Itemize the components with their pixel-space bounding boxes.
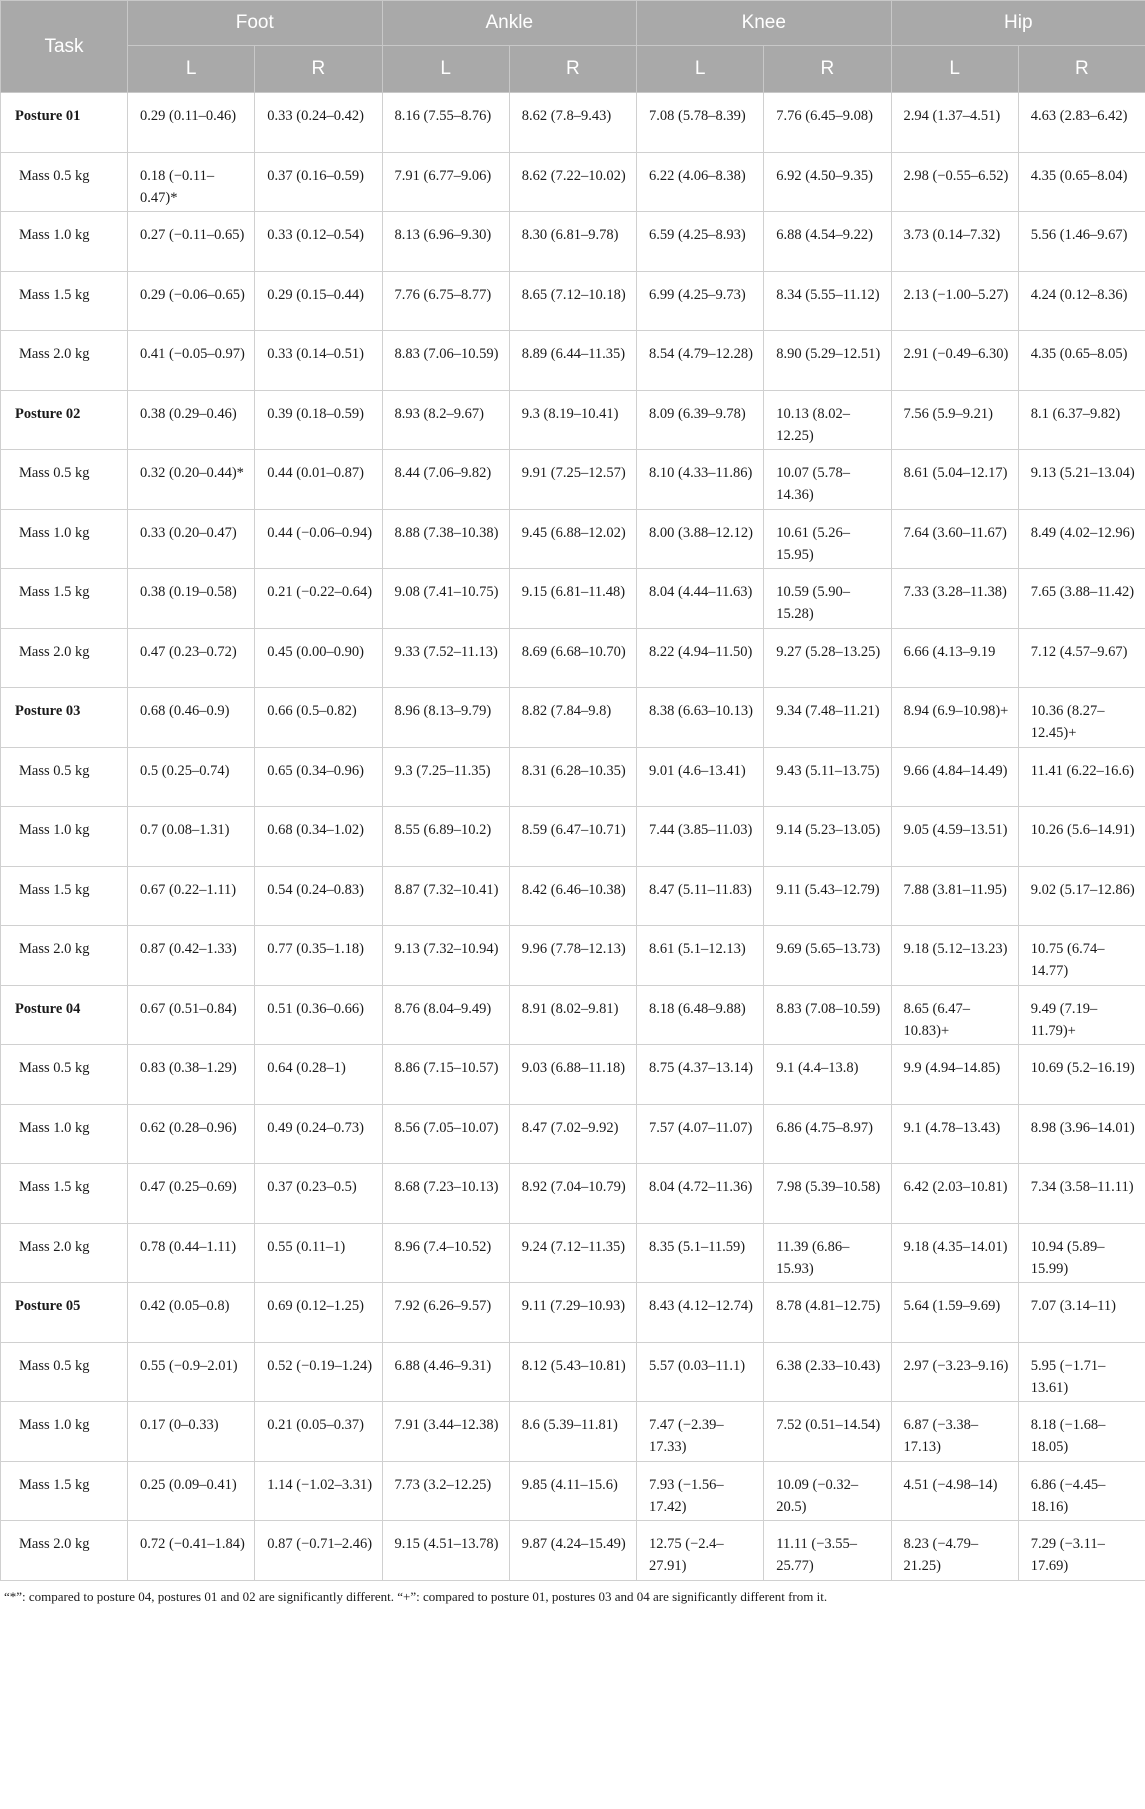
value-cell-foot-right: 0.51 (0.36–0.66): [255, 985, 382, 1045]
task-header: Task: [1, 1, 128, 93]
value-cell-foot-left: 0.67 (0.22–1.11): [128, 866, 255, 926]
table-row-posture: [1, 93, 1145, 153]
value-cell-foot-left: 0.38 (0.19–0.58): [128, 569, 255, 629]
value-cell-hip-left: 2.91 (−0.49–6.30): [891, 331, 1018, 391]
value-cell-hip-right: 4.63 (2.83–6.42): [1018, 93, 1145, 153]
value-cell-ankle-left: 6.88 (4.46–9.31): [382, 1342, 509, 1402]
value-cell-knee-right: 8.90 (5.29–12.51): [764, 331, 891, 391]
value-cell-ankle-left: 8.83 (7.06–10.59): [382, 331, 509, 391]
table-row-mass: [1, 271, 1145, 331]
table-row-mass: [1, 1045, 1145, 1105]
value-cell-foot-left: 0.67 (0.51–0.84): [128, 985, 255, 1045]
table-row-mass: [1, 1342, 1145, 1402]
value-cell-knee-right: 10.61 (5.26–15.95): [764, 509, 891, 569]
joint-header-knee: Knee: [637, 1, 892, 46]
table-row-mass: [1, 866, 1145, 926]
value-cell-hip-left: 2.94 (1.37–4.51): [891, 93, 1018, 153]
side-header-knee-right: R: [764, 46, 891, 93]
value-cell-foot-right: 0.52 (−0.19–1.24): [255, 1342, 382, 1402]
value-cell-hip-left: 9.18 (5.12–13.23): [891, 926, 1018, 986]
table-row-mass: [1, 747, 1145, 807]
value-cell-ankle-right: 9.03 (6.88–11.18): [509, 1045, 636, 1105]
value-cell-hip-left: 6.87 (−3.38–17.13): [891, 1402, 1018, 1462]
value-cell-hip-left: 2.97 (−3.23–9.16): [891, 1342, 1018, 1402]
value-cell-knee-left: 8.22 (4.94–11.50): [637, 628, 764, 688]
value-cell-knee-left: 8.38 (6.63–10.13): [637, 688, 764, 748]
value-cell-foot-left: 0.27 (−0.11–0.65): [128, 212, 255, 272]
value-cell-foot-right: 0.49 (0.24–0.73): [255, 1104, 382, 1164]
value-cell-ankle-right: 8.65 (7.12–10.18): [509, 271, 636, 331]
value-cell-hip-left: 2.98 (−0.55–6.52): [891, 152, 1018, 212]
task-cell: Mass 1.0 kg: [1, 1104, 128, 1164]
value-cell-knee-right: 10.13 (8.02–12.25): [764, 390, 891, 450]
value-cell-ankle-right: 9.91 (7.25–12.57): [509, 450, 636, 510]
value-cell-ankle-left: 9.3 (7.25–11.35): [382, 747, 509, 807]
task-cell: Mass 2.0 kg: [1, 331, 128, 391]
value-cell-ankle-left: 7.76 (6.75–8.77): [382, 271, 509, 331]
task-cell: Posture 03: [1, 688, 128, 748]
value-cell-ankle-left: 8.96 (7.4–10.52): [382, 1223, 509, 1283]
value-cell-ankle-right: 8.6 (5.39–11.81): [509, 1402, 636, 1462]
value-cell-knee-left: 8.43 (4.12–12.74): [637, 1283, 764, 1343]
value-cell-ankle-right: 8.62 (7.8–9.43): [509, 93, 636, 153]
value-cell-knee-right: 10.07 (5.78–14.36): [764, 450, 891, 510]
side-header-hip-right: R: [1018, 46, 1145, 93]
value-cell-ankle-left: 8.68 (7.23–10.13): [382, 1164, 509, 1224]
table-row-mass: [1, 509, 1145, 569]
value-cell-hip-left: 3.73 (0.14–7.32): [891, 212, 1018, 272]
value-cell-foot-right: 0.65 (0.34–0.96): [255, 747, 382, 807]
value-cell-hip-left: 6.66 (4.13–9.19: [891, 628, 1018, 688]
value-cell-ankle-right: 8.31 (6.28–10.35): [509, 747, 636, 807]
value-cell-knee-right: 7.76 (6.45–9.08): [764, 93, 891, 153]
value-cell-knee-right: 6.38 (2.33–10.43): [764, 1342, 891, 1402]
value-cell-ankle-left: 7.73 (3.2–12.25): [382, 1461, 509, 1521]
joint-header-foot: Foot: [128, 1, 383, 46]
value-cell-hip-right: 8.49 (4.02–12.96): [1018, 509, 1145, 569]
value-cell-knee-left: 7.08 (5.78–8.39): [637, 93, 764, 153]
value-cell-ankle-right: 8.42 (6.46–10.38): [509, 866, 636, 926]
value-cell-knee-left: 7.57 (4.07–11.07): [637, 1104, 764, 1164]
value-cell-foot-left: 0.47 (0.25–0.69): [128, 1164, 255, 1224]
task-cell: Mass 1.5 kg: [1, 1164, 128, 1224]
value-cell-hip-left: 8.23 (−4.79–21.25): [891, 1521, 1018, 1581]
task-cell: Mass 1.5 kg: [1, 569, 128, 629]
value-cell-ankle-left: 9.33 (7.52–11.13): [382, 628, 509, 688]
value-cell-ankle-right: 9.15 (6.81–11.48): [509, 569, 636, 629]
value-cell-foot-right: 0.64 (0.28–1): [255, 1045, 382, 1105]
value-cell-ankle-left: 8.96 (8.13–9.79): [382, 688, 509, 748]
value-cell-foot-right: 0.66 (0.5–0.82): [255, 688, 382, 748]
value-cell-hip-right: 9.49 (7.19–11.79)+: [1018, 985, 1145, 1045]
table-row-mass: [1, 628, 1145, 688]
value-cell-ankle-right: 9.11 (7.29–10.93): [509, 1283, 636, 1343]
table-row-mass: [1, 807, 1145, 867]
value-cell-foot-left: 0.29 (−0.06–0.65): [128, 271, 255, 331]
value-cell-hip-right: 10.26 (5.6–14.91): [1018, 807, 1145, 867]
value-cell-foot-right: 0.45 (0.00–0.90): [255, 628, 382, 688]
side-header-knee-left: L: [637, 46, 764, 93]
value-cell-ankle-left: 8.13 (6.96–9.30): [382, 212, 509, 272]
value-cell-hip-right: 7.65 (3.88–11.42): [1018, 569, 1145, 629]
value-cell-ankle-left: 9.13 (7.32–10.94): [382, 926, 509, 986]
value-cell-ankle-left: 8.55 (6.89–10.2): [382, 807, 509, 867]
value-cell-hip-left: 2.13 (−1.00–5.27): [891, 271, 1018, 331]
value-cell-knee-right: 10.59 (5.90–15.28): [764, 569, 891, 629]
task-cell: Mass 0.5 kg: [1, 152, 128, 212]
value-cell-hip-left: 6.42 (2.03–10.81): [891, 1164, 1018, 1224]
value-cell-foot-left: 0.32 (0.20–0.44)*: [128, 450, 255, 510]
value-cell-knee-left: 7.93 (−1.56–17.42): [637, 1461, 764, 1521]
value-cell-knee-left: 8.04 (4.72–11.36): [637, 1164, 764, 1224]
value-cell-foot-left: 0.18 (−0.11–0.47)*: [128, 152, 255, 212]
value-cell-hip-left: 8.65 (6.47–10.83)+: [891, 985, 1018, 1045]
value-cell-foot-right: 1.14 (−1.02–3.31): [255, 1461, 382, 1521]
value-cell-ankle-right: 9.87 (4.24–15.49): [509, 1521, 636, 1581]
value-cell-hip-right: 8.1 (6.37–9.82): [1018, 390, 1145, 450]
task-cell: Posture 05: [1, 1283, 128, 1343]
value-cell-foot-right: 0.37 (0.16–0.59): [255, 152, 382, 212]
value-cell-foot-right: 0.55 (0.11–1): [255, 1223, 382, 1283]
value-cell-knee-right: 6.92 (4.50–9.35): [764, 152, 891, 212]
table-row-mass: [1, 569, 1145, 629]
value-cell-ankle-right: 9.45 (6.88–12.02): [509, 509, 636, 569]
value-cell-hip-right: 7.07 (3.14–11): [1018, 1283, 1145, 1343]
value-cell-ankle-left: 9.08 (7.41–10.75): [382, 569, 509, 629]
value-cell-foot-left: 0.38 (0.29–0.46): [128, 390, 255, 450]
value-cell-foot-left: 0.87 (0.42–1.33): [128, 926, 255, 986]
value-cell-knee-left: 5.57 (0.03–11.1): [637, 1342, 764, 1402]
value-cell-hip-left: 4.51 (−4.98–14): [891, 1461, 1018, 1521]
value-cell-knee-left: 12.75 (−2.4–27.91): [637, 1521, 764, 1581]
value-cell-foot-right: 0.33 (0.12–0.54): [255, 212, 382, 272]
value-cell-knee-right: 8.78 (4.81–12.75): [764, 1283, 891, 1343]
value-cell-knee-left: 8.10 (4.33–11.86): [637, 450, 764, 510]
value-cell-ankle-left: 8.56 (7.05–10.07): [382, 1104, 509, 1164]
value-cell-ankle-left: 9.15 (4.51–13.78): [382, 1521, 509, 1581]
value-cell-ankle-left: 8.44 (7.06–9.82): [382, 450, 509, 510]
task-cell: Mass 2.0 kg: [1, 1521, 128, 1581]
value-cell-foot-right: 0.69 (0.12–1.25): [255, 1283, 382, 1343]
value-cell-knee-right: 6.88 (4.54–9.22): [764, 212, 891, 272]
value-cell-foot-right: 0.44 (0.01–0.87): [255, 450, 382, 510]
value-cell-ankle-left: 8.86 (7.15–10.57): [382, 1045, 509, 1105]
table-row-mass: [1, 212, 1145, 272]
value-cell-knee-left: 8.09 (6.39–9.78): [637, 390, 764, 450]
value-cell-ankle-left: 8.87 (7.32–10.41): [382, 866, 509, 926]
value-cell-knee-left: 6.99 (4.25–9.73): [637, 271, 764, 331]
value-cell-foot-left: 0.72 (−0.41–1.84): [128, 1521, 255, 1581]
value-cell-foot-right: 0.44 (−0.06–0.94): [255, 509, 382, 569]
value-cell-ankle-left: 8.16 (7.55–8.76): [382, 93, 509, 153]
value-cell-hip-right: 5.56 (1.46–9.67): [1018, 212, 1145, 272]
value-cell-hip-left: 9.05 (4.59–13.51): [891, 807, 1018, 867]
value-cell-ankle-right: 8.92 (7.04–10.79): [509, 1164, 636, 1224]
task-cell: Mass 0.5 kg: [1, 450, 128, 510]
value-cell-foot-left: 0.68 (0.46–0.9): [128, 688, 255, 748]
value-cell-hip-right: 4.35 (0.65–8.04): [1018, 152, 1145, 212]
value-cell-ankle-right: 9.3 (8.19–10.41): [509, 390, 636, 450]
side-header-ankle-left: L: [382, 46, 509, 93]
table-row-posture: [1, 390, 1145, 450]
value-cell-ankle-right: 9.96 (7.78–12.13): [509, 926, 636, 986]
table-header: [1, 1, 1145, 93]
value-cell-knee-right: 11.11 (−3.55–25.77): [764, 1521, 891, 1581]
value-cell-hip-right: 5.95 (−1.71–13.61): [1018, 1342, 1145, 1402]
value-cell-knee-left: 8.18 (6.48–9.88): [637, 985, 764, 1045]
value-cell-hip-left: 9.1 (4.78–13.43): [891, 1104, 1018, 1164]
task-cell: Mass 0.5 kg: [1, 1045, 128, 1105]
value-cell-hip-right: 10.94 (5.89–15.99): [1018, 1223, 1145, 1283]
value-cell-foot-left: 0.41 (−0.05–0.97): [128, 331, 255, 391]
value-cell-hip-left: 7.64 (3.60–11.67): [891, 509, 1018, 569]
value-cell-knee-right: 9.14 (5.23–13.05): [764, 807, 891, 867]
value-cell-knee-left: 8.75 (4.37–13.14): [637, 1045, 764, 1105]
value-cell-hip-left: 8.94 (6.9–10.98)+: [891, 688, 1018, 748]
task-cell: Posture 01: [1, 93, 128, 153]
value-cell-hip-left: 7.56 (5.9–9.21): [891, 390, 1018, 450]
value-cell-knee-left: 8.00 (3.88–12.12): [637, 509, 764, 569]
value-cell-foot-left: 0.33 (0.20–0.47): [128, 509, 255, 569]
side-header-hip-left: L: [891, 46, 1018, 93]
value-cell-knee-right: 6.86 (4.75–8.97): [764, 1104, 891, 1164]
task-cell: Posture 02: [1, 390, 128, 450]
value-cell-foot-right: 0.21 (0.05–0.37): [255, 1402, 382, 1462]
task-cell: Mass 2.0 kg: [1, 628, 128, 688]
table-row-mass: [1, 152, 1145, 212]
value-cell-foot-left: 0.55 (−0.9–2.01): [128, 1342, 255, 1402]
value-cell-hip-left: 8.61 (5.04–12.17): [891, 450, 1018, 510]
task-cell: Mass 0.5 kg: [1, 747, 128, 807]
side-header-foot-right: R: [255, 46, 382, 93]
value-cell-foot-left: 0.7 (0.08–1.31): [128, 807, 255, 867]
task-cell: Mass 1.0 kg: [1, 212, 128, 272]
value-cell-foot-left: 0.5 (0.25–0.74): [128, 747, 255, 807]
value-cell-knee-left: 7.47 (−2.39–17.33): [637, 1402, 764, 1462]
table-row-mass: [1, 1402, 1145, 1462]
value-cell-hip-left: 7.33 (3.28–11.38): [891, 569, 1018, 629]
value-cell-foot-left: 0.29 (0.11–0.46): [128, 93, 255, 153]
table-row-mass: [1, 1104, 1145, 1164]
value-cell-knee-left: 8.47 (5.11–11.83): [637, 866, 764, 926]
value-cell-ankle-right: 8.82 (7.84–9.8): [509, 688, 636, 748]
value-cell-foot-right: 0.33 (0.24–0.42): [255, 93, 382, 153]
task-cell: Mass 1.0 kg: [1, 1402, 128, 1462]
task-cell: Posture 04: [1, 985, 128, 1045]
table-row-mass: [1, 1521, 1145, 1581]
value-cell-hip-left: 9.66 (4.84–14.49): [891, 747, 1018, 807]
task-cell: Mass 1.5 kg: [1, 1461, 128, 1521]
value-cell-ankle-left: 8.76 (8.04–9.49): [382, 985, 509, 1045]
value-cell-hip-left: 7.88 (3.81–11.95): [891, 866, 1018, 926]
value-cell-ankle-left: 7.92 (6.26–9.57): [382, 1283, 509, 1343]
value-cell-hip-right: 10.69 (5.2–16.19): [1018, 1045, 1145, 1105]
value-cell-foot-right: 0.87 (−0.71–2.46): [255, 1521, 382, 1581]
joint-header-hip: Hip: [891, 1, 1145, 46]
value-cell-ankle-right: 8.59 (6.47–10.71): [509, 807, 636, 867]
task-cell: Mass 1.0 kg: [1, 509, 128, 569]
value-cell-hip-left: 9.18 (4.35–14.01): [891, 1223, 1018, 1283]
value-cell-foot-right: 0.37 (0.23–0.5): [255, 1164, 382, 1224]
value-cell-foot-right: 0.33 (0.14–0.51): [255, 331, 382, 391]
value-cell-hip-left: 5.64 (1.59–9.69): [891, 1283, 1018, 1343]
value-cell-ankle-right: 9.85 (4.11–15.6): [509, 1461, 636, 1521]
value-cell-hip-right: 7.34 (3.58–11.11): [1018, 1164, 1145, 1224]
value-cell-ankle-right: 9.24 (7.12–11.35): [509, 1223, 636, 1283]
value-cell-foot-right: 0.68 (0.34–1.02): [255, 807, 382, 867]
value-cell-ankle-right: 8.12 (5.43–10.81): [509, 1342, 636, 1402]
value-cell-foot-left: 0.25 (0.09–0.41): [128, 1461, 255, 1521]
value-cell-hip-right: 4.24 (0.12–8.36): [1018, 271, 1145, 331]
table-row-posture: [1, 688, 1145, 748]
value-cell-knee-left: 8.35 (5.1–11.59): [637, 1223, 764, 1283]
value-cell-knee-left: 7.44 (3.85–11.03): [637, 807, 764, 867]
table-row-mass: [1, 1223, 1145, 1283]
task-cell: Mass 1.5 kg: [1, 866, 128, 926]
value-cell-foot-left: 0.62 (0.28–0.96): [128, 1104, 255, 1164]
side-header-ankle-right: R: [509, 46, 636, 93]
value-cell-foot-left: 0.47 (0.23–0.72): [128, 628, 255, 688]
task-cell: Mass 0.5 kg: [1, 1342, 128, 1402]
value-cell-knee-right: 11.39 (6.86–15.93): [764, 1223, 891, 1283]
value-cell-knee-right: 9.27 (5.28–13.25): [764, 628, 891, 688]
value-cell-hip-right: 4.35 (0.65–8.05): [1018, 331, 1145, 391]
value-cell-ankle-right: 8.89 (6.44–11.35): [509, 331, 636, 391]
value-cell-knee-right: 9.11 (5.43–12.79): [764, 866, 891, 926]
value-cell-foot-right: 0.77 (0.35–1.18): [255, 926, 382, 986]
value-cell-knee-right: 8.34 (5.55–11.12): [764, 271, 891, 331]
side-header-foot-left: L: [128, 46, 255, 93]
value-cell-knee-right: 10.09 (−0.32–20.5): [764, 1461, 891, 1521]
value-cell-ankle-right: 8.47 (7.02–9.92): [509, 1104, 636, 1164]
value-cell-foot-left: 0.83 (0.38–1.29): [128, 1045, 255, 1105]
value-cell-ankle-right: 8.62 (7.22–10.02): [509, 152, 636, 212]
value-cell-ankle-right: 8.69 (6.68–10.70): [509, 628, 636, 688]
value-cell-knee-right: 9.1 (4.4–13.8): [764, 1045, 891, 1105]
value-cell-foot-right: 0.29 (0.15–0.44): [255, 271, 382, 331]
table-row-mass: [1, 1164, 1145, 1224]
value-cell-foot-right: 0.21 (−0.22–0.64): [255, 569, 382, 629]
value-cell-hip-right: 10.36 (8.27–12.45)+: [1018, 688, 1145, 748]
value-cell-ankle-right: 8.91 (8.02–9.81): [509, 985, 636, 1045]
value-cell-knee-left: 8.04 (4.44–11.63): [637, 569, 764, 629]
value-cell-hip-left: 9.9 (4.94–14.85): [891, 1045, 1018, 1105]
value-cell-ankle-right: 8.30 (6.81–9.78): [509, 212, 636, 272]
value-cell-foot-right: 0.39 (0.18–0.59): [255, 390, 382, 450]
value-cell-knee-left: 8.54 (4.79–12.28): [637, 331, 764, 391]
value-cell-hip-right: 9.13 (5.21–13.04): [1018, 450, 1145, 510]
value-cell-hip-right: 8.18 (−1.68–18.05): [1018, 1402, 1145, 1462]
value-cell-ankle-left: 7.91 (6.77–9.06): [382, 152, 509, 212]
value-cell-knee-right: 9.69 (5.65–13.73): [764, 926, 891, 986]
joint-header-ankle: Ankle: [382, 1, 637, 46]
task-cell: Mass 1.5 kg: [1, 271, 128, 331]
table-row-posture: [1, 1283, 1145, 1343]
value-cell-foot-left: 0.17 (0–0.33): [128, 1402, 255, 1462]
value-cell-hip-right: 11.41 (6.22–16.6): [1018, 747, 1145, 807]
value-cell-ankle-left: 8.88 (7.38–10.38): [382, 509, 509, 569]
table-row-mass: [1, 331, 1145, 391]
value-cell-knee-left: 8.61 (5.1–12.13): [637, 926, 764, 986]
value-cell-knee-right: 7.98 (5.39–10.58): [764, 1164, 891, 1224]
task-cell: Mass 2.0 kg: [1, 1223, 128, 1283]
table-row-mass: [1, 450, 1145, 510]
value-cell-ankle-left: 8.93 (8.2–9.67): [382, 390, 509, 450]
value-cell-ankle-left: 7.91 (3.44–12.38): [382, 1402, 509, 1462]
value-cell-hip-right: 9.02 (5.17–12.86): [1018, 866, 1145, 926]
table-body: [1, 93, 1145, 1581]
task-cell: Mass 2.0 kg: [1, 926, 128, 986]
value-cell-knee-left: 9.01 (4.6–13.41): [637, 747, 764, 807]
table-row-mass: [1, 1461, 1145, 1521]
task-cell: Mass 1.0 kg: [1, 807, 128, 867]
table-row-mass: [1, 926, 1145, 986]
value-cell-hip-right: 7.29 (−3.11–17.69): [1018, 1521, 1145, 1581]
value-cell-foot-left: 0.78 (0.44–1.11): [128, 1223, 255, 1283]
value-cell-hip-right: 6.86 (−4.45–18.16): [1018, 1461, 1145, 1521]
value-cell-knee-right: 9.34 (7.48–11.21): [764, 688, 891, 748]
value-cell-foot-left: 0.42 (0.05–0.8): [128, 1283, 255, 1343]
value-cell-knee-right: 7.52 (0.51–14.54): [764, 1402, 891, 1462]
value-cell-knee-left: 6.59 (4.25–8.93): [637, 212, 764, 272]
value-cell-hip-right: 8.98 (3.96–14.01): [1018, 1104, 1145, 1164]
table-row-posture: [1, 985, 1145, 1045]
value-cell-foot-right: 0.54 (0.24–0.83): [255, 866, 382, 926]
value-cell-hip-right: 10.75 (6.74–14.77): [1018, 926, 1145, 986]
value-cell-knee-right: 8.83 (7.08–10.59): [764, 985, 891, 1045]
value-cell-knee-left: 6.22 (4.06–8.38): [637, 152, 764, 212]
value-cell-hip-right: 7.12 (4.57–9.67): [1018, 628, 1145, 688]
table-footnote: “*”: compared to posture 04, postures 01 and 02 are significantly different. “+”: compared to posture 01, postures 03 and 04 are significantly different from it.: [4, 1588, 828, 1604]
value-cell-knee-right: 9.43 (5.11–13.75): [764, 747, 891, 807]
